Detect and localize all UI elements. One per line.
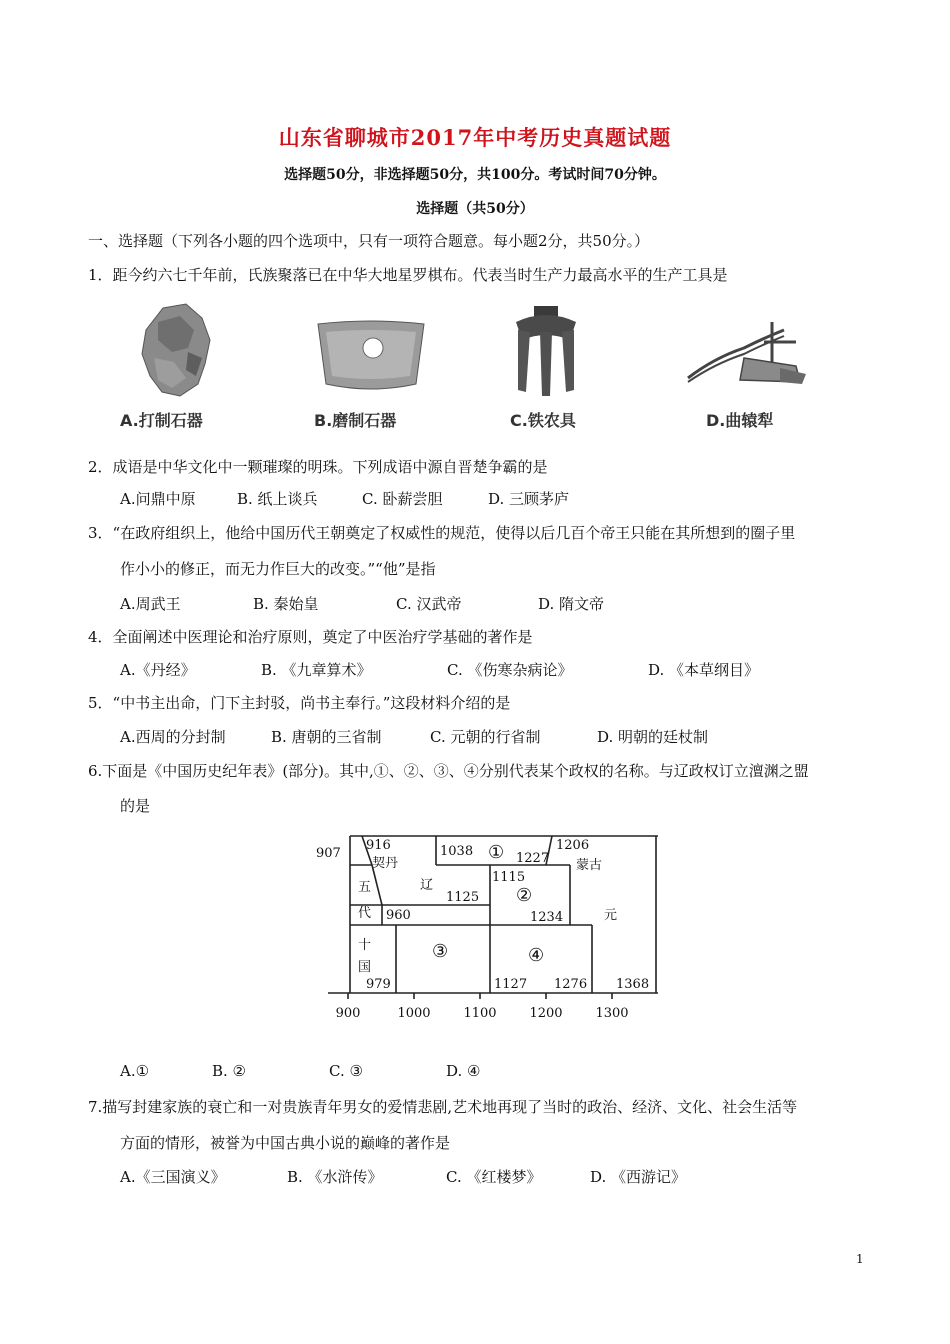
q7-option-d: D. 《西游记》 bbox=[590, 1168, 687, 1186]
q4-option-a: A.《丹经》 bbox=[120, 661, 196, 679]
dynasty-timeline-diagram bbox=[310, 825, 680, 1030]
year-label: 916 bbox=[366, 838, 391, 853]
axis-tick-label: 1300 bbox=[595, 1006, 629, 1021]
q6-stem-line2: 的是 bbox=[120, 797, 151, 815]
q4-option-c: C. 《伤寒杂病论》 bbox=[447, 661, 573, 679]
state-label: 国 bbox=[358, 960, 372, 975]
q2-option-b: B. 纸上谈兵 bbox=[237, 490, 318, 508]
chipped-stone-tool-image bbox=[128, 300, 218, 400]
state-label: 契丹 bbox=[372, 856, 399, 871]
q3-option-c: C. 汉武帝 bbox=[396, 595, 462, 613]
q2-stem: 2．成语是中华文化中一颗璀璨的明珠。下列成语中源自晋楚争霸的是 bbox=[88, 458, 548, 476]
q7-option-a: A.《三国演义》 bbox=[120, 1168, 226, 1186]
regime-marker: ③ bbox=[432, 941, 449, 962]
page-number: 1 bbox=[856, 1252, 864, 1266]
state-label: 十 bbox=[358, 938, 372, 953]
q3-stem-line1: 3．“在政府组织上，他给中国历代王朝奠定了权威性的规范，使得以后几百个帝王只能在其所想到的圈子里 bbox=[88, 524, 796, 542]
q5-option-c: C. 元朝的行省制 bbox=[430, 728, 541, 746]
year-label: 1038 bbox=[440, 844, 474, 859]
q7-stem-line2: 方面的情形，被誉为中国古典小说的巅峰的著作是 bbox=[120, 1134, 451, 1152]
q7-stem-line1: 7.描写封建家族的衰亡和一对贵族青年男女的爱情悲剧,艺术地再现了当时的政治、经济、文化、社会生活等 bbox=[88, 1098, 798, 1116]
q2-option-a: A.问鼎中原 bbox=[120, 490, 196, 508]
q1-label-a: A.打制石器 bbox=[120, 411, 203, 430]
state-label: 蒙古 bbox=[576, 858, 603, 873]
year-label: 1127 bbox=[494, 977, 528, 992]
year-label: 1276 bbox=[554, 977, 588, 992]
q7-option-b: B. 《水浒传》 bbox=[287, 1168, 383, 1186]
q6-stem-line1: 6.下面是《中国历史纪年表》(部分)。其中,①、②、③、④分别代表某个政权的名称。与辽政权订立澶渊之盟 bbox=[88, 762, 809, 780]
page-title: 山东省聊城市2017年中考历史真题试题 bbox=[278, 125, 672, 150]
exam-info: 选择题50分，非选择题50分，共100分。考试时间70分钟。 bbox=[284, 167, 666, 183]
regime-marker: ② bbox=[516, 885, 533, 906]
section-title: 选择题（共50分） bbox=[416, 201, 534, 217]
state-label: 五 bbox=[358, 880, 372, 895]
state-label: 元 bbox=[604, 908, 618, 923]
q1-label-d: D.曲辕犁 bbox=[706, 411, 774, 430]
year-label: 907 bbox=[316, 846, 341, 861]
iron-farm-tool-image bbox=[506, 300, 586, 400]
regime-marker: ④ bbox=[528, 945, 545, 966]
regime-marker: ① bbox=[488, 842, 505, 863]
year-label: 1125 bbox=[446, 890, 480, 905]
state-label: 辽 bbox=[420, 878, 434, 893]
year-label: 1234 bbox=[530, 910, 564, 925]
q6-option-c: C. ③ bbox=[329, 1062, 363, 1080]
q4-option-b: B. 《九章算术》 bbox=[261, 661, 372, 679]
q6-option-d: D. ④ bbox=[446, 1062, 481, 1080]
curved-plough-image bbox=[684, 318, 814, 394]
q6-option-b: B. ② bbox=[212, 1062, 247, 1080]
q7-option-c: C. 《红楼梦》 bbox=[446, 1168, 542, 1186]
q2-option-d: D. 三顾茅庐 bbox=[488, 490, 570, 508]
year-label: 1206 bbox=[556, 838, 590, 853]
q2-option-c: C. 卧薪尝胆 bbox=[362, 490, 443, 508]
axis-tick-label: 900 bbox=[335, 1006, 361, 1021]
q3-option-d: D. 隋文帝 bbox=[538, 595, 605, 613]
axis-tick-label: 1200 bbox=[529, 1006, 563, 1021]
year-label: 1368 bbox=[616, 977, 650, 992]
q5-option-a: A.西周的分封制 bbox=[120, 728, 226, 746]
polished-stone-tool-image bbox=[312, 318, 430, 396]
axis-tick-label: 1000 bbox=[397, 1006, 431, 1021]
year-label: 1115 bbox=[492, 870, 526, 885]
q1-label-c: C.铁农具 bbox=[510, 411, 576, 430]
q5-stem: 5．“中书主出命，门下主封驳，尚书主奉行。”这段材料介绍的是 bbox=[88, 694, 511, 712]
year-label: 960 bbox=[386, 908, 411, 923]
q6-option-a: A.① bbox=[120, 1062, 150, 1080]
q4-option-d: D. 《本草纲目》 bbox=[648, 661, 760, 679]
q5-option-d: D. 明朝的廷杖制 bbox=[597, 728, 709, 746]
q5-option-b: B. 唐朝的三省制 bbox=[271, 728, 382, 746]
year-label: 1227 bbox=[516, 851, 550, 866]
q3-option-b: B. 秦始皇 bbox=[253, 595, 319, 613]
q1-label-b: B.磨制石器 bbox=[314, 411, 397, 430]
q1-stem: 1．距今约六七千年前，氏族聚落已在中华大地星罗棋布。代表当时生产力最高水平的生产工具是 bbox=[88, 266, 728, 284]
q3-option-a: A.周武王 bbox=[120, 595, 181, 613]
instructions: 一、选择题（下列各小题的四个选项中，只有一项符合题意。每小题2分，共50分。） bbox=[88, 232, 650, 250]
q3-stem-line2: 作小小的修正，而无力作巨大的改变。”“他”是指 bbox=[120, 560, 436, 578]
year-label: 979 bbox=[366, 977, 391, 992]
axis-tick-label: 1100 bbox=[463, 1006, 497, 1021]
state-label: 代 bbox=[358, 906, 372, 921]
q4-stem: 4．全面阐述中医理论和治疗原则，奠定了中医治疗学基础的著作是 bbox=[88, 628, 533, 646]
